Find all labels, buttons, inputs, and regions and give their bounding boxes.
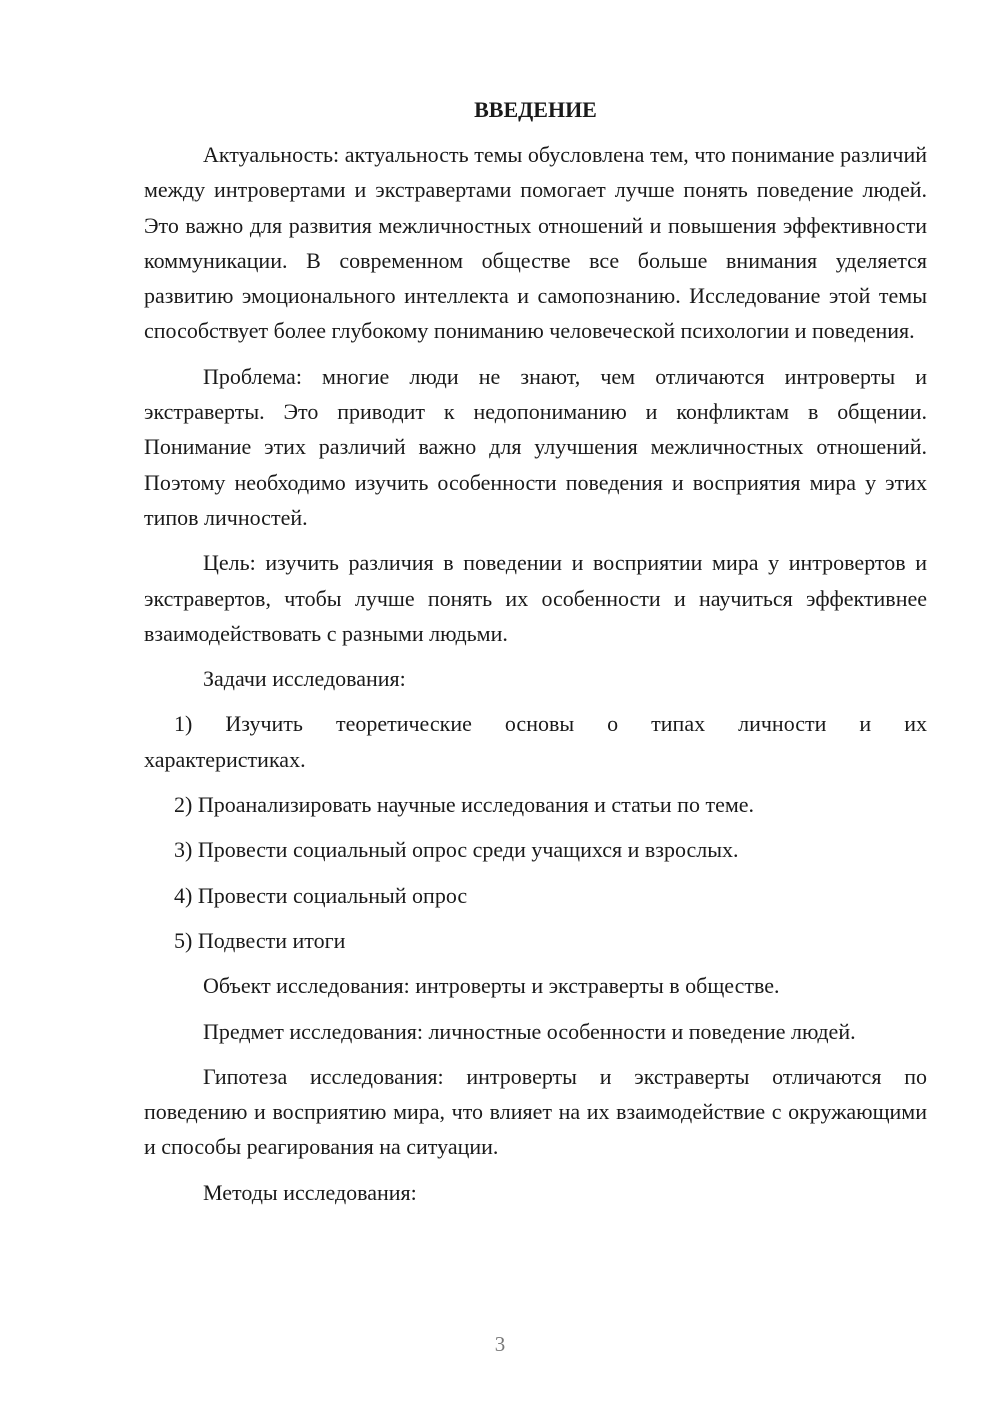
paragraph-hypothesis: Гипотеза исследования: интроверты и экстраверты отличаются по поведению и восприятию мира, что влияет на их взаимодействие с окружающими и способы реагирования на ситуации.: [144, 1063, 927, 1160]
page-number: 3: [494, 1332, 506, 1356]
task-item-5: 5) Подвести итоги: [174, 927, 346, 953]
paragraph-object: Объект исследования: интроверты и экстраверты в обществе.: [203, 973, 780, 999]
paragraph-relevance: Актуальность: актуальность темы обусловлена тем, что понимание различий между интровертами и экстравертами помогает лучше понять поведение людей. Это важно для развития межличностных отношений и повышения эффективности коммуникации. В современном обществе все больше внимания уделяется развитию эмоционального интеллекта и самопознанию. Исследование этой темы способствует более глубокому пониманию человеческой психологии и поведения.: [144, 142, 927, 344]
task-item-1: 1) Изучить теоретические основы о типах личности и их характеристиках.: [144, 711, 927, 772]
task-item-3: 3) Провести социальный опрос среди учащихся и взрослых.: [174, 837, 739, 863]
task-item-4: 4) Провести социальный опрос: [174, 882, 468, 908]
paragraph-goal: Цель: изучить различия в поведении и восприятии мира у интровертов и экстравертов, чтобы лучше понять их особенности и научиться эффективнее взаимодействовать с разными людьми.: [144, 550, 927, 646]
paragraph-problem: Проблема: многие люди не знают, чем отличаются интроверты и экстраверты. Это приводит к недопониманию и конфликтам в общении. Понимание этих различий важно для улучшения межличностных отношений. Поэтому необходимо изучить особенности поведения и восприятия мира у этих типов личностей.: [144, 363, 927, 530]
tasks-heading: Задачи исследования:: [203, 666, 406, 692]
paragraph-subject: Предмет исследования: личностные особенности и поведение людей.: [203, 1018, 856, 1044]
page-content: [144, 92, 927, 1220]
task-item-2: 2) Проанализировать научные исследования и статьи по теме.: [174, 792, 755, 818]
methods-heading: Методы исследования:: [203, 1179, 417, 1205]
page-title: ВВЕДЕНИЕ: [474, 97, 597, 122]
